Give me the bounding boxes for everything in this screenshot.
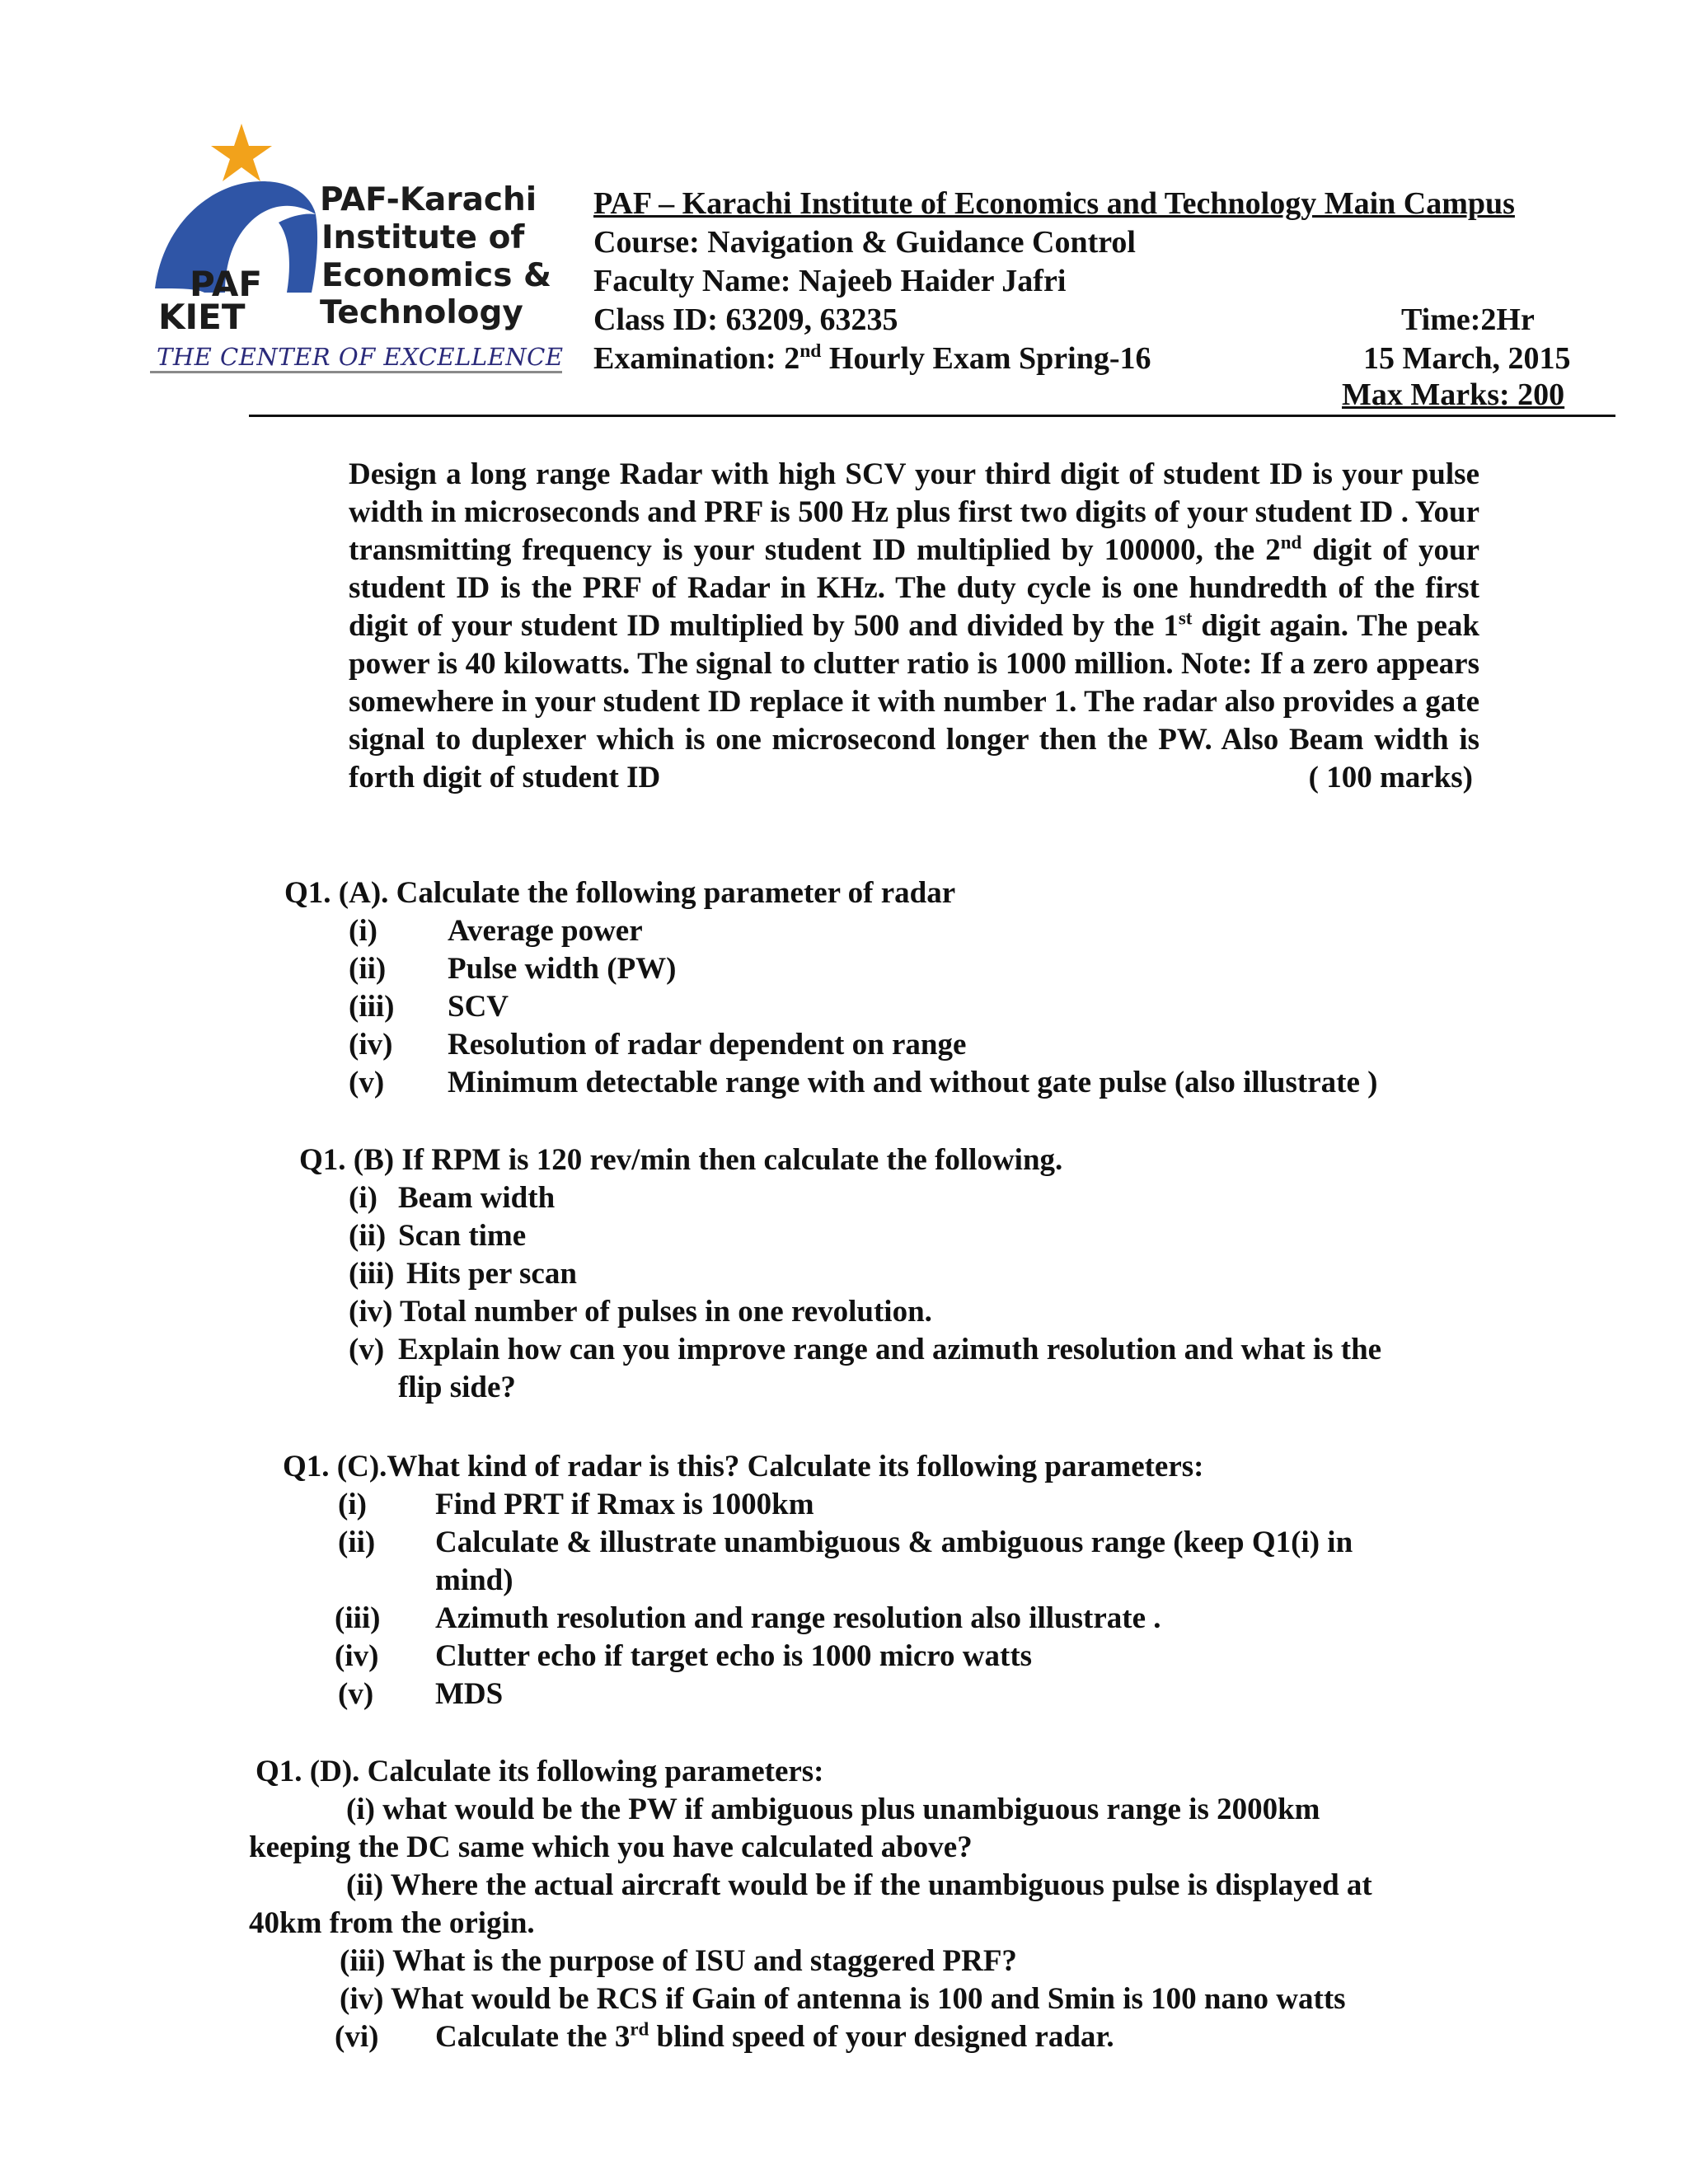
q1a-item-num: (iii) (349, 990, 395, 1024)
q1d-item-1-cont: keeping the DC same which you have calculated above? (249, 1830, 973, 1864)
header-rule (249, 415, 1615, 417)
logo-paf-text: PAF (190, 264, 263, 304)
examination (593, 340, 1151, 377)
q1c-item-num: (i) (338, 1488, 367, 1521)
institute-name: PAF – Karachi Institute of Economics and Technology Main Campus (593, 186, 1515, 221)
class-id: Class ID: 63209, 63235 (593, 302, 898, 337)
intro-marks: ( 100 marks) (1308, 761, 1473, 794)
exam-sup: nd (799, 340, 822, 362)
logo-text-line3: Economics & (321, 257, 552, 294)
q1d-item-6-num: (vi) (335, 2020, 379, 2054)
course-name: Course: Navigation & Guidance Control (593, 225, 1136, 260)
q1a-item-text: Average power (448, 914, 643, 948)
q1d-item-1: (i) what would be the PW if ambiguous plus unambiguous range is 2000km (346, 1793, 1320, 1826)
q1c-item-num: (iii) (335, 1601, 381, 1635)
q1c-item-num: (ii) (338, 1526, 376, 1559)
q1b-item-num: (v) (349, 1333, 385, 1366)
logo-tagline: THE CENTER OF EXCELLENCE (157, 343, 564, 371)
q1c-heading: Q1. (C).What kind of radar is this? Calculate its following parameters: (283, 1450, 1204, 1483)
q1c-item-text: Find PRT if Rmax is 1000km (435, 1488, 814, 1521)
problem-statement (349, 456, 1479, 797)
q1b-item-text: Hits per scan (406, 1257, 577, 1291)
logo-text-line2: Institute of (321, 219, 525, 256)
q1d-item-2-cont: 40km from the origin. (249, 1906, 535, 1940)
star-icon (211, 124, 272, 181)
q1d-item-6-sup: rd (630, 2018, 649, 2040)
exam-text-b: Hourly Exam Spring-16 (821, 341, 1151, 376)
q1d-item-6-text (435, 2019, 1114, 2055)
q1d-heading: Q1. (D). Calculate its following parameters: (256, 1755, 824, 1788)
q1a-item-num: (i) (349, 914, 377, 948)
q1a-item-text: Minimum detectable range with and without gate pulse (also illustrate ) (448, 1066, 1378, 1099)
q1b-heading: Q1. (B) If RPM is 120 rev/min then calculate the following. (299, 1143, 1063, 1177)
exam-time: Time:2Hr (1401, 302, 1535, 337)
logo-text-line1: PAF-Karachi (320, 181, 537, 218)
q1c-item-text: Azimuth resolution and range resolution also illustrate . (435, 1601, 1161, 1635)
q1c-item-text: MDS (435, 1677, 504, 1711)
q1b-item-text: Total number of pulses in one revolution. (400, 1295, 932, 1329)
q1d-item-6-text-a: Calculate the 3 (435, 2020, 631, 2054)
q1a-heading: Q1. (A). Calculate the following parameter of radar (284, 876, 956, 910)
q1d-item-4: (iv) What would be RCS if Gain of antenna is 100 and Smin is 100 nano watts (340, 1982, 1346, 2016)
q1b-item-text: Beam width (398, 1181, 556, 1215)
logo-divider (150, 371, 562, 373)
q1a-item-num: (ii) (349, 952, 387, 986)
institute-logo (147, 124, 569, 371)
q1d-item-3: (iii) What is the purpose of ISU and staggered PRF? (340, 1944, 1017, 1978)
exam-date: 15 March, 2015 (1363, 341, 1571, 376)
q1a-item-text: SCV (448, 990, 509, 1024)
q1b-item-text: Explain how can you improve range and azimuth resolution and what is the (398, 1333, 1382, 1366)
max-marks: Max Marks: 200 (1342, 377, 1565, 412)
logo-kiet-text: KIET (158, 297, 246, 337)
q1c-item-num: (v) (338, 1677, 374, 1711)
q1a-item-num: (iv) (349, 1028, 393, 1062)
logo-text-line4: Technology (320, 294, 523, 331)
faculty-name: Faculty Name: Najeeb Haider Jafri (593, 264, 1067, 298)
q1a-item-num: (v) (349, 1066, 385, 1099)
q1a-item-text: Resolution of radar dependent on range (448, 1028, 967, 1062)
q1c-item-text: Clutter echo if target echo is 1000 micro watts (435, 1639, 1033, 1673)
exam-text-a: Examination: 2 (593, 341, 800, 376)
q1b-item-num: (i) (349, 1181, 377, 1215)
intro-text-1: Design a long range Radar with high SCV your third digit of student ID is your pulse width in microseconds and PRF is 500 Hz plus first two digits of your student ID . Your transmitting frequency is your student ID multiplied by 100000, the 2 (349, 457, 1479, 567)
intro-sup-1: nd (1280, 532, 1302, 553)
intro-sup-2: st (1178, 607, 1193, 629)
intro-text-2: digit of your student ID is the PRF of Radar in KHz. The duty cycle is one hundredth of the first digit of your student ID multiplied by 500 and divided by the 1 (349, 533, 1479, 643)
q1b-item-num: (iv) (349, 1295, 393, 1329)
q1c-item-text-cont: mind) (435, 1563, 513, 1597)
q1c-item-text: Calculate & illustrate unambiguous & ambiguous range (keep Q1(i) in (435, 1526, 1353, 1559)
intro-text-3: digit again. The peak power is 40 kilowatts. The signal to clutter ratio is 1000 million. Note: If a zero appears somewhere in your student ID replace it with number 1. The radar also provides a gate signal to duplexer which is one microsecond longer then the PW. Also Beam width is forth digit of student ID (349, 609, 1479, 794)
q1b-item-num: (ii) (349, 1219, 387, 1253)
q1b-item-num: (iii) (349, 1257, 395, 1291)
q1d-item-2: (ii) Where the actual aircraft would be if the unambiguous pulse is displayed at (346, 1868, 1372, 1902)
q1b-item-text-cont: flip side? (398, 1371, 516, 1404)
q1b-item-text: Scan time (398, 1219, 527, 1253)
q1d-item-6-text-b: blind speed of your designed radar. (649, 2020, 1114, 2054)
q1c-item-num: (iv) (335, 1639, 379, 1673)
q1a-item-text: Pulse width (PW) (448, 952, 677, 986)
